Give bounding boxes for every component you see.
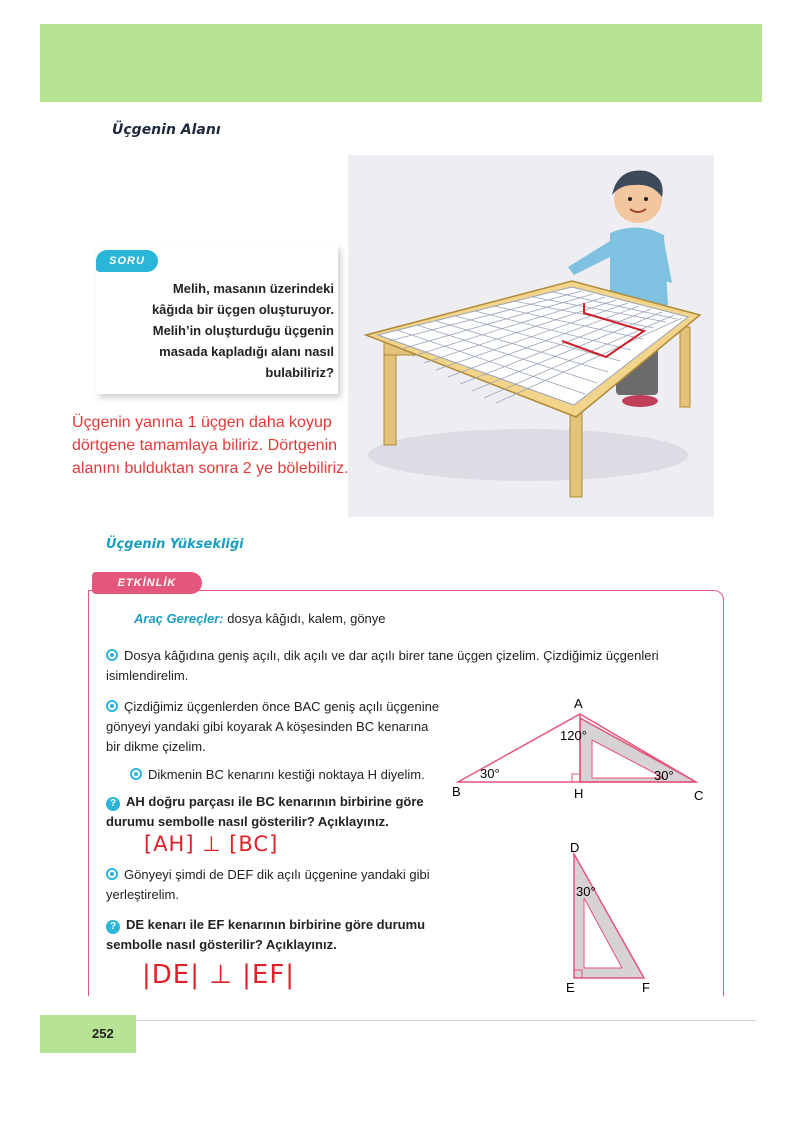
step-6 [106,915,444,955]
target-bullet-icon [106,700,118,712]
label-a: A [574,696,583,711]
step-5 [106,865,444,905]
target-bullet-icon [106,649,118,661]
boy-table-image [348,155,714,517]
table-illustration [348,155,714,517]
page-number: 252 [92,1026,114,1041]
label-angle-c: 30° [654,768,674,783]
question-line: masada kapladığı alanı nasıl [159,344,334,359]
step-text: Çizdiğimiz üçgenlerden önce BAC geniş açılı üçgenine gönyeyi yandaki gibi koyarak A köşesinden BC kenarına bir dikme çizelim. [106,699,440,754]
handwritten-answer-1: [AH] ⊥ [BC] [144,832,279,856]
label-f: F [642,980,650,995]
question-line: kâğıda bir üçgen oluşturuyor. [151,302,334,317]
section-title: Üçgenin Alanı [112,122,221,138]
label-angle-b: 30° [480,766,500,781]
question-line: bulabiliriz? [265,365,334,380]
step-2 [106,697,444,757]
label-angle-a: 120° [560,728,587,743]
footer-band [40,1015,136,1053]
activity-badge: ETKİNLİK [92,572,202,594]
handwritten-answer-2: |DE| ⊥ |EF| [142,960,296,990]
question-text [122,278,334,383]
label-h: H [574,786,584,801]
header-band [40,24,762,102]
step-text: DE kenarı ile EF kenarının birbirine göre durumu sembolle nasıl gösterilir? Açıklayınız. [106,917,426,952]
triangle-def-figure [560,838,670,996]
step-text: Gönyeyi şimdi de DEF dik açılı üçgenine yandaki gibi yerleştirelim. [106,867,430,902]
materials-label: Araç Gereçler: [134,611,224,626]
subsection-title: Üçgenin Yüksekliği [106,537,244,552]
answer-line: alanını bulduktan sonra 2 ye bölebiliriz. [72,460,349,477]
footer-divider [136,1020,756,1021]
materials-line [134,611,386,626]
right-angle-mark [572,774,580,782]
target-bullet-icon [106,868,118,880]
label-b: B [452,784,461,799]
question-line: Melih, masanın üzerindeki [172,281,334,296]
step-4 [106,792,444,832]
label-d: D [570,840,580,855]
triangle-bac-figure [450,692,720,808]
target-bullet-icon [130,768,142,780]
materials-items: dosya kâğıdı, kalem, gönye [227,611,386,626]
answer-line: dörtgene tamamlaya biliriz. Dörtgenin [72,437,338,454]
label-angle-d: 30° [576,884,596,899]
question-icon: ? [106,920,120,934]
step-3 [130,765,450,785]
step-1 [106,646,718,686]
label-e: E [566,980,575,995]
step-text: Dosya kâğıdına geniş açılı, dik açılı ve dar açılı birer tane üçgen çizelim. Çizdiğimiz üçgenleri isimlendirelim. [106,648,659,683]
question-line: Melih’in oluşturduğu üçgenin [152,323,334,338]
step-text: Dikmenin BC kenarını kestiği noktaya H diyelim. [148,767,425,782]
student-answer [72,411,392,480]
step-text: AH doğru parçası ile BC kenarının birbirine göre durumu sembolle nasıl gösterilir? Açıklayınız. [106,794,424,829]
question-icon: ? [106,797,120,811]
soru-badge: SORU [96,250,158,272]
answer-line: Üçgenin yanına 1 üçgen daha koyup [72,414,332,431]
label-c: C [694,788,704,803]
